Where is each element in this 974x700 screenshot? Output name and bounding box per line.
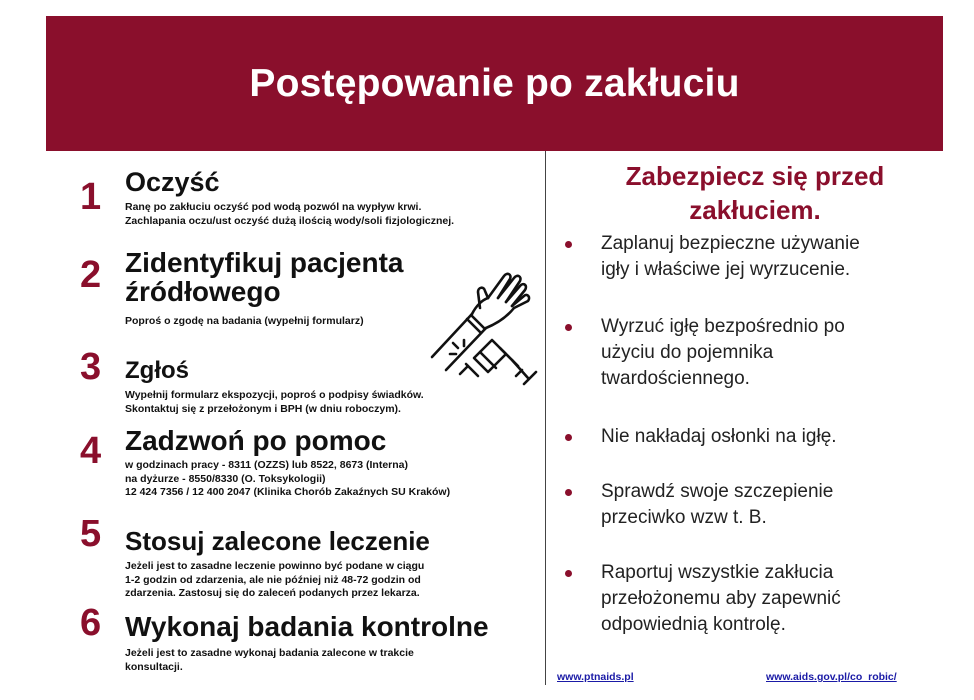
bullet-dot-icon xyxy=(565,434,572,441)
column-divider xyxy=(545,151,546,685)
hand-needle-icon xyxy=(420,262,538,412)
step-title: Oczyść xyxy=(125,167,220,197)
step-title: Zadzwoń po pomoc xyxy=(125,425,387,456)
step-description: Wypełnij formularz ekspozycji, poproś o podpisy świadków. Skontaktuj się z przełożonym i BPH (w dniu roboczym). xyxy=(125,389,424,415)
step-description: w godzinach pracy - 8311 (OZZS) lub 8522, 8673 (Interna) na dyżurze - 8550/8330 (O. Toksykologii) 12 424 7356 / 12 400 2047 (Klinika Chorób Zakaźnych SU Kraków) xyxy=(125,459,451,499)
step-number: 2 xyxy=(80,254,102,296)
step-description: Poproś o zgodę na badania (wypełnij formularz) xyxy=(125,315,364,327)
bullet-text: Wyrzuć igłę bezpośrednio po użyciu do pojemnika twardościennego. xyxy=(601,316,845,390)
page-title: Postępowanie po zakłuciu xyxy=(249,61,740,105)
bullet-dot-icon xyxy=(565,324,572,331)
step-description: Ranę po zakłuciu oczyść pod wodą pozwól na wypływ krwi. Zachlapania oczu/ust oczyść dużą ilością wody/soli fizjologicznej. xyxy=(125,201,455,227)
header-banner xyxy=(46,16,943,151)
link-aids-gov[interactable]: www.aids.gov.pl/co_robic/ xyxy=(766,671,897,683)
bullet-text: Sprawdź swoje szczepienie przeciwko wzw t. B. xyxy=(601,481,834,529)
bullet-text: Zaplanuj bezpieczne używanie igły i właściwe jej wyrzucenie. xyxy=(601,233,860,281)
prevention-heading: Zabezpiecz się przed zakłuciem. xyxy=(625,161,885,225)
step-number: 1 xyxy=(80,176,102,218)
step-number: 4 xyxy=(80,430,102,472)
step-number: 5 xyxy=(80,513,102,555)
step-number: 6 xyxy=(80,602,102,644)
bullet-text: Raportuj wszystkie zakłucia przełożonemu aby zapewnić odpowiednią kontrolę. xyxy=(601,562,841,636)
step-description: Jeżeli jest to zasadne wykonaj badania zalecone w trakcie konsultacji. xyxy=(125,647,414,673)
link-ptnaids[interactable]: www.ptnaids.pl xyxy=(557,671,634,683)
bullet-dot-icon xyxy=(565,570,572,577)
step-title: Wykonaj badania kontrolne xyxy=(125,611,489,642)
step-title: Zgłoś xyxy=(125,357,189,384)
step-number: 3 xyxy=(80,346,102,388)
step-title: Zidentyfikuj pacjenta źródłowego xyxy=(125,247,404,308)
step-title: Stosuj zalecone leczenie xyxy=(125,526,430,556)
bullet-dot-icon xyxy=(565,489,572,496)
bullet-text: Nie nakładaj osłonki na igłę. xyxy=(601,426,837,447)
step-description: Jeżeli jest to zasadne leczenie powinno być podane w ciągu 1-2 godzin od zdarzenia, ale nie później niż 48-72 godzin od zdarzenia. Zastosuj się do zaleceń podanych przez lekarza. xyxy=(125,560,425,600)
bullet-dot-icon xyxy=(565,241,572,248)
